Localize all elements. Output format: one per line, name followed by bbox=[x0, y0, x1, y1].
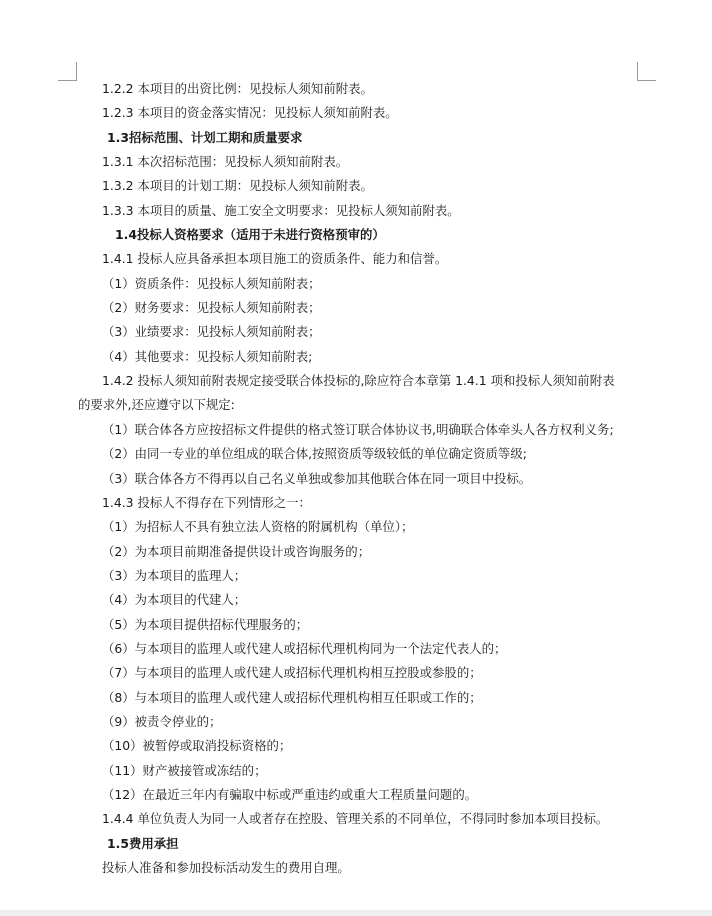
section-heading-1-3: 1.3招标范围、计划工期和质量要求 bbox=[107, 129, 303, 145]
text-line-1-3-2: 1.3.2 本项目的计划工期：见投标人须知前附表。 bbox=[102, 178, 373, 194]
text-line-1-2-2: 1.2.2 本项目的出资比例：见投标人须知前附表。 bbox=[102, 81, 373, 96]
page-bottom-strip bbox=[0, 910, 712, 916]
page-corner-mark-left bbox=[58, 62, 77, 81]
text-line-1-2-3: 1.2.3 本项目的资金落实情况：见投标人须知前附表。 bbox=[102, 105, 398, 121]
list-item-exclusion-10: （10）被暂停或取消投标资格的； bbox=[102, 738, 292, 754]
list-item-consortium-2: （2）由同一专业的单位组成的联合体,按照资质等级较低的单位确定资质等级; bbox=[102, 446, 527, 462]
text-line-1-4-1: 1.4.1 投标人应具备承担本项目施工的资质条件、能力和信誉。 bbox=[102, 251, 448, 267]
list-item-consortium-3: （3）联合体各方不得再以自己名义单独或参加其他联合体在同一项目中投标。 bbox=[102, 470, 532, 486]
section-heading-1-4: 1.4投标人资格要求（适用于未进行资格预审的） bbox=[115, 227, 385, 243]
text-line-1-4-3: 1.4.3 投标人不得存在下列情形之一： bbox=[102, 494, 311, 510]
list-item-finance: （2）财务要求：见投标人须知前附表； bbox=[102, 300, 321, 316]
list-item-exclusion-7: （7）与本项目的监理人或代建人或招标代理机构相互控股或参股的； bbox=[102, 665, 482, 681]
list-item-performance: （3）业绩要求：见投标人须知前附表； bbox=[102, 324, 321, 340]
text-line-cost: 投标人准备和参加投标活动发生的费用自理。 bbox=[102, 860, 350, 875]
text-line-1-4-2-continued: 的要求外,还应遵守以下规定: bbox=[78, 397, 235, 413]
list-item-exclusion-9: （9）被责令停业的； bbox=[102, 713, 222, 729]
list-item-exclusion-3: （3）为本项目的监理人； bbox=[102, 567, 247, 583]
text-line-1-3-1: 1.3.1 本次招标范围：见投标人须知前附表。 bbox=[102, 154, 349, 170]
list-item-qualification: （1）资质条件：见投标人须知前附表； bbox=[102, 275, 321, 291]
list-item-exclusion-5: （5）为本项目提供招标代理服务的； bbox=[102, 616, 309, 632]
list-item-exclusion-6: （6）与本项目的监理人或代建人或招标代理机构同为一个法定代表人的； bbox=[102, 640, 507, 656]
list-item-exclusion-8: （8）与本项目的监理人或代建人或招标代理机构相互任职或工作的； bbox=[102, 689, 482, 705]
text-line-1-4-4: 1.4.4 单位负责人为同一人或者存在控股、管理关系的不同单位，不得同时参加本项目投标。 bbox=[102, 811, 609, 827]
section-heading-1-5: 1.5费用承担 bbox=[107, 835, 179, 851]
text-line-1-3-3: 1.3.3 本项目的质量、施工安全文明要求：见投标人须知前附表。 bbox=[102, 202, 460, 218]
list-item-exclusion-12: （12）在最近三年内有骗取中标或严重违约或重大工程质量问题的。 bbox=[102, 786, 478, 802]
document-body bbox=[78, 77, 650, 880]
list-item-exclusion-4: （4）为本项目的代建人； bbox=[102, 592, 247, 608]
text-line-1-4-2: 1.4.2 投标人须知前附表规定接受联合体投标的,除应符合本章第 1.4.1 项和投标人须知前附表 bbox=[102, 373, 615, 389]
list-item-consortium-1: （1）联合体各方应按招标文件提供的格式签订联合体协议书,明确联合体牵头人各方权利义务; bbox=[102, 421, 614, 437]
list-item-other: （4）其他要求：见投标人须知前附表; bbox=[102, 348, 313, 364]
list-item-exclusion-1: （1）为招标人不具有独立法人资格的附属机构（单位）； bbox=[102, 519, 414, 535]
list-item-exclusion-11: （11）财产被接管或冻结的； bbox=[102, 762, 267, 778]
list-item-exclusion-2: （2）为本项目前期准备提供设计或咨询服务的； bbox=[102, 543, 371, 559]
